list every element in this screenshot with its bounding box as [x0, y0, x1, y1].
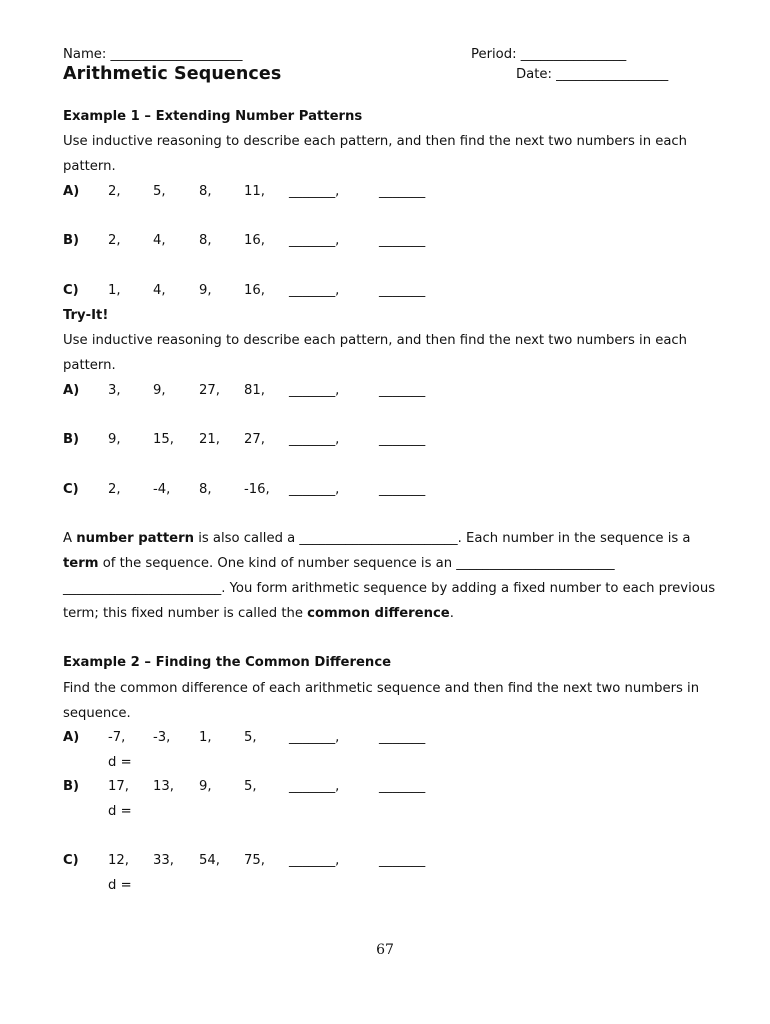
term: 1, — [199, 730, 212, 745]
term: -16, — [244, 482, 270, 497]
term: 54, — [199, 853, 220, 868]
row-label: B) — [63, 432, 80, 447]
term: 5, — [244, 730, 257, 745]
term: 15, — [153, 432, 174, 447]
answer-blank: _______, — [289, 853, 340, 868]
definition-text: . — [449, 606, 454, 621]
answer-blank: _______ — [379, 853, 426, 868]
term: 33, — [153, 853, 174, 868]
example1-instructions: Use inductive reasoning to describe each pattern, and then find the next two numbers in each pattern. — [63, 134, 688, 174]
answer-blank: _______, — [289, 482, 340, 497]
term: 9, — [199, 779, 212, 794]
row-label: B) — [63, 233, 80, 248]
name-line: Name: ____________________ — [63, 47, 243, 62]
term: 2, — [108, 233, 121, 248]
term: 17, — [108, 779, 129, 794]
term: 8, — [199, 233, 212, 248]
answer-blank: _______, — [289, 283, 340, 298]
term: 27, — [199, 383, 220, 398]
definition-paragraph — [63, 526, 723, 626]
tryit-instructions: Use inductive reasoning to describe each pattern, and then find the next two numbers in each pattern. — [63, 333, 688, 373]
row-label: C) — [63, 283, 79, 298]
answer-blank: _______ — [379, 383, 426, 398]
term: 3, — [108, 383, 121, 398]
term: 12, — [108, 853, 129, 868]
row-label: B) — [63, 779, 80, 794]
answer-blank: _______ — [379, 233, 426, 248]
example2-instructions: Find the common difference of each arithmetic sequence and then find the next two numbers in sequence. — [63, 681, 700, 721]
term: 2, — [108, 482, 121, 497]
term: 27, — [244, 432, 265, 447]
term: 9, — [153, 383, 166, 398]
definition-text: of the sequence. One kind of number sequence is an ________________________ ________________________. You form arithmetic sequence by adding a fixed number to each previous term; this fixed number is called the — [63, 556, 716, 621]
answer-blank: _______ — [379, 482, 426, 497]
term-term: term — [63, 556, 99, 571]
answer-blank: _______, — [289, 432, 340, 447]
term: -3, — [153, 730, 171, 745]
term: -4, — [153, 482, 171, 497]
answer-blank: _______, — [289, 233, 340, 248]
row-label: A) — [63, 383, 80, 398]
common-difference-label: d = — [108, 804, 132, 819]
term: 2, — [108, 184, 121, 199]
definition-text: is also called a ________________________. Each number in the sequence is a — [194, 531, 691, 546]
answer-blank: _______, — [289, 730, 340, 745]
date-line: Date: _________________ — [516, 67, 669, 82]
answer-blank: _______ — [379, 283, 426, 298]
row-label: A) — [63, 730, 80, 745]
term: 4, — [153, 283, 166, 298]
term: 9, — [199, 283, 212, 298]
common-difference-label: d = — [108, 878, 132, 893]
definition-text: A — [63, 531, 77, 546]
term: -7, — [108, 730, 126, 745]
row-label: C) — [63, 853, 79, 868]
term: 75, — [244, 853, 265, 868]
term: 8, — [199, 482, 212, 497]
tryit-heading: Try-It! — [63, 308, 109, 323]
term: 4, — [153, 233, 166, 248]
term-number-pattern: number pattern — [76, 531, 194, 546]
term: 13, — [153, 779, 174, 794]
term: 16, — [244, 233, 265, 248]
answer-blank: _______ — [379, 432, 426, 447]
page-title: Arithmetic Sequences — [63, 64, 282, 84]
example2-heading: Example 2 – Finding the Common Difference — [63, 655, 392, 670]
term: 5, — [153, 184, 166, 199]
answer-blank: _______, — [289, 184, 340, 199]
term: 11, — [244, 184, 265, 199]
row-label: A) — [63, 184, 80, 199]
period-line: Period: ________________ — [471, 47, 627, 62]
answer-blank: _______, — [289, 779, 340, 794]
answer-blank: _______, — [289, 383, 340, 398]
answer-blank: _______ — [379, 184, 426, 199]
term: 21, — [199, 432, 220, 447]
term: 1, — [108, 283, 121, 298]
term: 81, — [244, 383, 265, 398]
term: 5, — [244, 779, 257, 794]
answer-blank: _______ — [379, 730, 426, 745]
answer-blank: _______ — [379, 779, 426, 794]
page-number: 67 — [376, 942, 394, 958]
term-common-difference: common difference — [307, 606, 450, 621]
row-label: C) — [63, 482, 79, 497]
example1-heading: Example 1 – Extending Number Patterns — [63, 109, 363, 124]
term: 16, — [244, 283, 265, 298]
term: 9, — [108, 432, 121, 447]
term: 8, — [199, 184, 212, 199]
common-difference-label: d = — [108, 755, 132, 770]
